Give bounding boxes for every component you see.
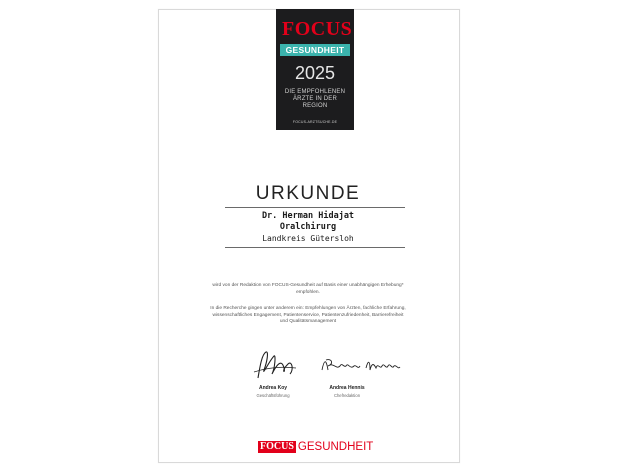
doctor-region: Landkreis Gütersloh	[262, 234, 354, 243]
badge-year: 2025	[294, 63, 336, 83]
focus-seal-badge	[276, 9, 354, 130]
badge-logo: FOCUS	[282, 18, 353, 40]
doctor-name: Dr. Herman Hidajat	[261, 211, 355, 221]
doctor-specialty: Oralchirurg	[279, 222, 337, 232]
badge-subtitle: GESUNDHEIT	[280, 44, 350, 56]
badge-text: DIE EMPFOHLENEN ÄRZTE IN DER REGION	[284, 89, 346, 109]
certificate-title: URKUNDE	[255, 183, 361, 204]
criteria-text: In die Recherche gingen unter anderem ein: Empfehlungen von Ärzten, fachliche Erfahrung, wissenschaftliches Engagement, Patientenservice, Patientenzufriedenheit, Barrierefreiheit und Qualitätsmanagement	[210, 306, 406, 324]
signature-right	[316, 348, 436, 380]
footer-logo-focus: FOCUS	[260, 440, 294, 452]
footer-logo-gesundheit: GESUNDHEIT	[297, 440, 374, 453]
badge-url: FOCUS-ARZTSUCHE.DE	[292, 120, 338, 124]
footer-logo	[258, 440, 378, 454]
side-fine-print	[142, 137, 146, 452]
title-divider	[225, 207, 405, 208]
recommendation-text: wird von der Redaktion von FOCUS-Gesundheit auf Basis einer unabhängigen Erhebung* empfohlen.	[212, 283, 404, 295]
signature-left-role: Geschäftsführung	[256, 393, 290, 398]
signature-right-role: Chefredaktion	[333, 393, 361, 398]
region-divider	[225, 247, 405, 248]
signature-right-name: Andrea Hennis	[329, 385, 365, 391]
signature-left-name: Andrea Koy	[258, 385, 288, 391]
